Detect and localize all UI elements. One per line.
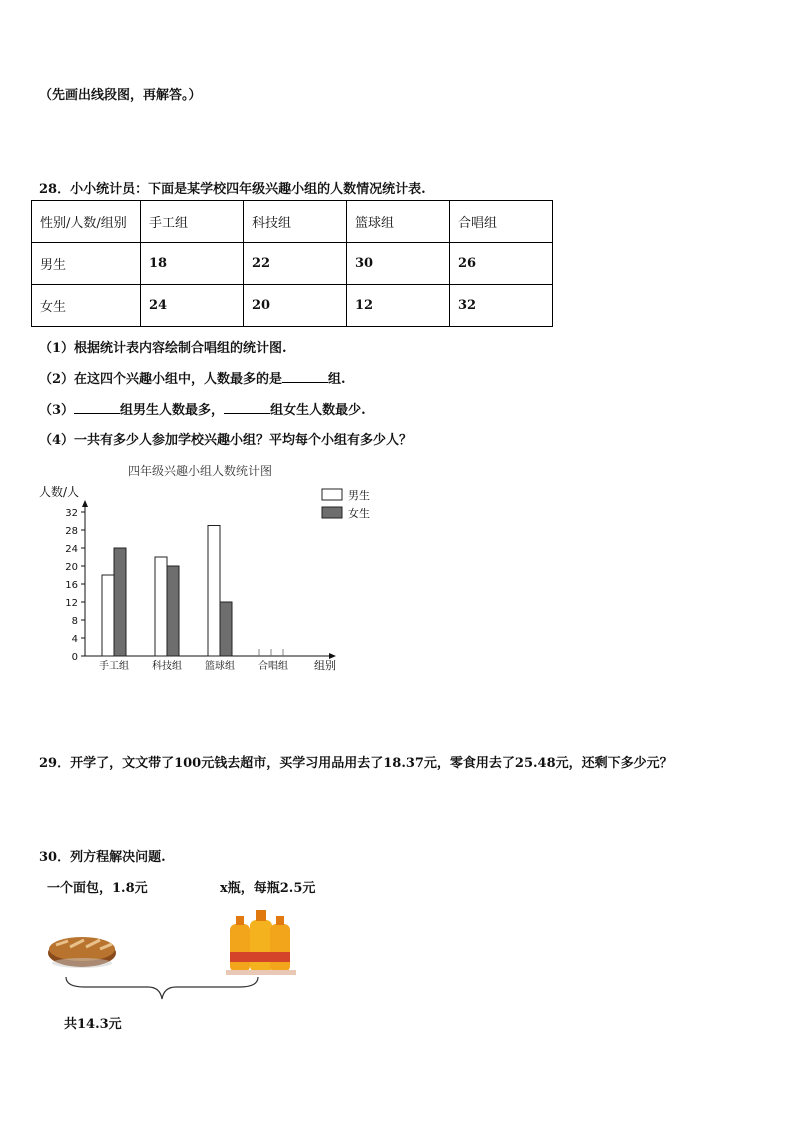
bar-chart [30,458,390,678]
x-category-label: 篮球组 [205,661,235,672]
bread-icon [44,925,122,973]
y-tick-label: 28 [65,526,78,537]
q30-prompt: 30．列方程解决问题. [39,850,166,865]
table-row [32,285,553,327]
chart-y-axis-arrow [82,500,88,507]
legend-swatch [322,489,342,500]
table-cell: 12 [347,285,450,327]
bar-male [102,575,114,656]
total-label: 共14.3元 [64,1017,122,1032]
y-tick-label: 24 [65,544,78,555]
table-cell: 20 [244,285,347,327]
y-tick-label: 20 [65,562,78,573]
bar-female [114,548,126,656]
answer-blank[interactable] [282,370,328,383]
table-cell: 18 [141,243,244,285]
x-category-label: 手工组 [99,661,129,672]
q28-sub3-text-a: （3） [39,403,75,418]
y-tick-label: 12 [65,598,78,609]
chart-title: 四年级兴趣小组人数统计图 [127,464,273,478]
q29-text: 29．开学了，文文带了100元钱去超市，买学习用品用去了18.37元，零食用去了25.48元，还剩下多少元？ [39,756,673,771]
q28-prompt: 28．小小统计员：下面是某学校四年级兴趣小组的人数情况统计表. [39,182,426,197]
total-brace [64,975,260,1005]
bar-male [208,526,220,657]
bottle-label: x瓶，每瓶2.5元 [220,881,316,896]
table-cell: 32 [450,285,553,327]
y-tick-label: 16 [65,580,78,591]
q28-sub4: （4）一共有多少人参加学校兴趣小组？平均每个小组有多少人？ [39,433,413,448]
y-tick-label: 8 [71,616,78,627]
q28-sub2-text-a: （2）在这四个兴趣小组中，人数最多的是 [39,372,283,387]
table-header-cell: 科技组 [244,201,347,243]
q28-sub2-text-b: 组. [328,372,346,387]
intro-note: （先画出线段图，再解答。） [39,88,202,103]
table-header-row [32,201,553,243]
answer-blank[interactable] [74,401,120,414]
x-category-label: 科技组 [152,661,182,672]
answer-blank[interactable] [224,401,270,414]
q28-sub3 [39,399,366,418]
x-category-label: 合唱组 [258,661,288,672]
bread-label: 一个面包，1.8元 [47,881,148,896]
chart-y-axis-label: 人数/人 [39,485,80,499]
table-cell: 30 [347,243,450,285]
table-header-cell: 手工组 [141,201,244,243]
legend-label: 女生 [348,507,370,520]
q28-sub3-text-b: 组男生人数最多， [120,403,225,418]
table-cell: 男生 [32,243,141,285]
chart-x-axis-label: 组别 [314,659,336,672]
q28-sub1: （1）根据统计表内容绘制合唱组的统计图. [39,341,287,356]
y-tick-label: 0 [71,652,78,663]
table-cell: 24 [141,285,244,327]
table-row [32,243,553,285]
table-header-cell: 性别/人数/组别 [32,201,141,243]
table-header-cell: 篮球组 [347,201,450,243]
juice-bottles-icon [226,906,296,976]
q28-sub3-text-c: 组女生人数最少. [270,403,366,418]
bar-female [167,566,179,656]
bar-female [220,602,232,656]
table-header-cell: 合唱组 [450,201,553,243]
stat-table [31,200,553,327]
legend-swatch [322,507,342,518]
table-cell: 26 [450,243,553,285]
bar-male [155,557,167,656]
y-tick-label: 4 [71,634,78,645]
q28-sub2 [39,368,346,387]
table-cell: 22 [244,243,347,285]
table-cell: 女生 [32,285,141,327]
legend-label: 男生 [348,489,370,502]
y-tick-label: 32 [65,508,78,519]
